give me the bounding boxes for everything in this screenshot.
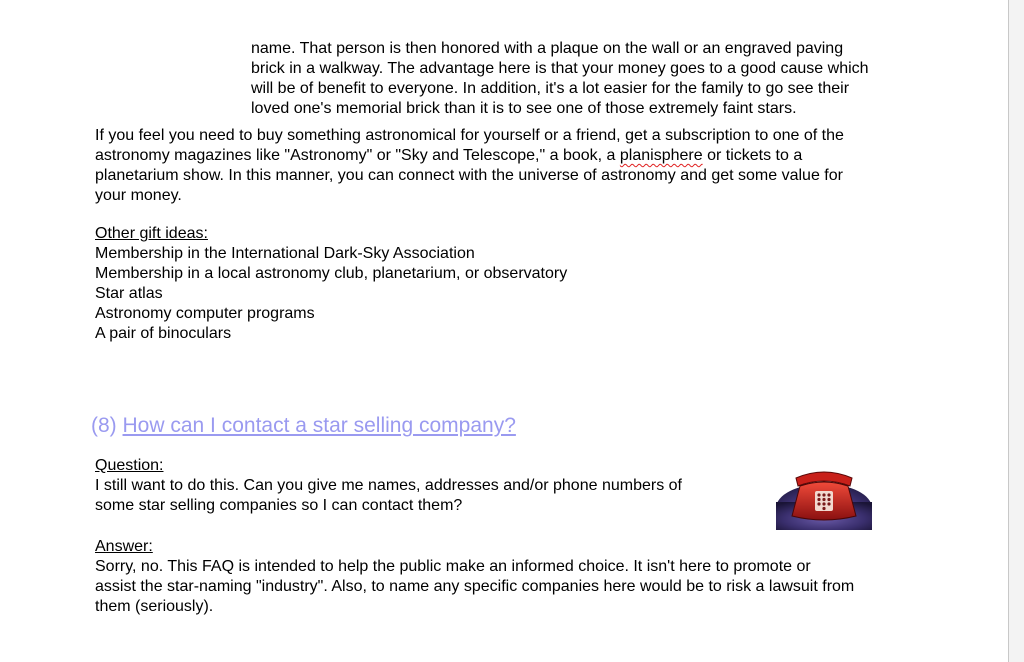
question-line: I still want to do this. Can you give me names, addresses and/or phone numbers of bbox=[95, 477, 682, 494]
gift-idea-item: Astronomy computer programs bbox=[95, 305, 315, 322]
paragraph-line: If you feel you need to buy something astronomical for yourself or a friend, get a subscription to one of the bbox=[95, 127, 844, 144]
section-title-link[interactable]: How can I contact a star selling company? bbox=[122, 414, 516, 437]
answer-line: them (seriously). bbox=[95, 598, 214, 615]
intro-line: name. That person is then honored with a plaque on the wall or an engraved paving bbox=[251, 40, 844, 57]
section-heading bbox=[91, 413, 516, 439]
question-line: some star selling companies so I can contact them? bbox=[95, 497, 463, 514]
question-label: Question: bbox=[95, 457, 164, 474]
intro-line: will be of benefit to everyone. In addition, it's a lot easier for the family to go see their bbox=[251, 80, 850, 97]
intro-line: loved one's memorial brick than it is to see one of those extremely faint stars. bbox=[251, 100, 797, 117]
gift-idea-item: Membership in a local astronomy club, planetarium, or observatory bbox=[95, 265, 568, 282]
answer-label: Answer: bbox=[95, 538, 153, 555]
paragraph-line: planetarium show. In this manner, you can connect with the universe of astronomy and get some value for bbox=[95, 167, 843, 184]
paragraph-line bbox=[95, 146, 802, 166]
answer-line: assist the star-naming "industry". Also, to name any specific companies here would be to risk a lawsuit from bbox=[95, 578, 855, 595]
gift-idea-item: Membership in the International Dark-Sky Association bbox=[95, 245, 475, 262]
paragraph-line: your money. bbox=[95, 187, 182, 204]
window-edge bbox=[1008, 0, 1024, 662]
section-number: (8) bbox=[91, 414, 117, 437]
red-telephone-icon bbox=[776, 464, 872, 530]
gift-idea-item: A pair of binoculars bbox=[95, 325, 232, 342]
intro-line: brick in a walkway. The advantage here is that your money goes to a good cause which bbox=[251, 60, 869, 77]
answer-line: Sorry, no. This FAQ is intended to help the public make an informed choice. It isn't here to promote or bbox=[95, 558, 811, 575]
spellcheck-flagged-word[interactable]: planisphere bbox=[619, 147, 703, 164]
paragraph-text: or tickets to a bbox=[702, 147, 803, 164]
gift-ideas-heading: Other gift ideas: bbox=[95, 225, 208, 242]
gift-idea-item: Star atlas bbox=[95, 285, 163, 302]
paragraph-text: astronomy magazines like "Astronomy" or "Sky and Telescope," a book, a bbox=[95, 147, 620, 164]
